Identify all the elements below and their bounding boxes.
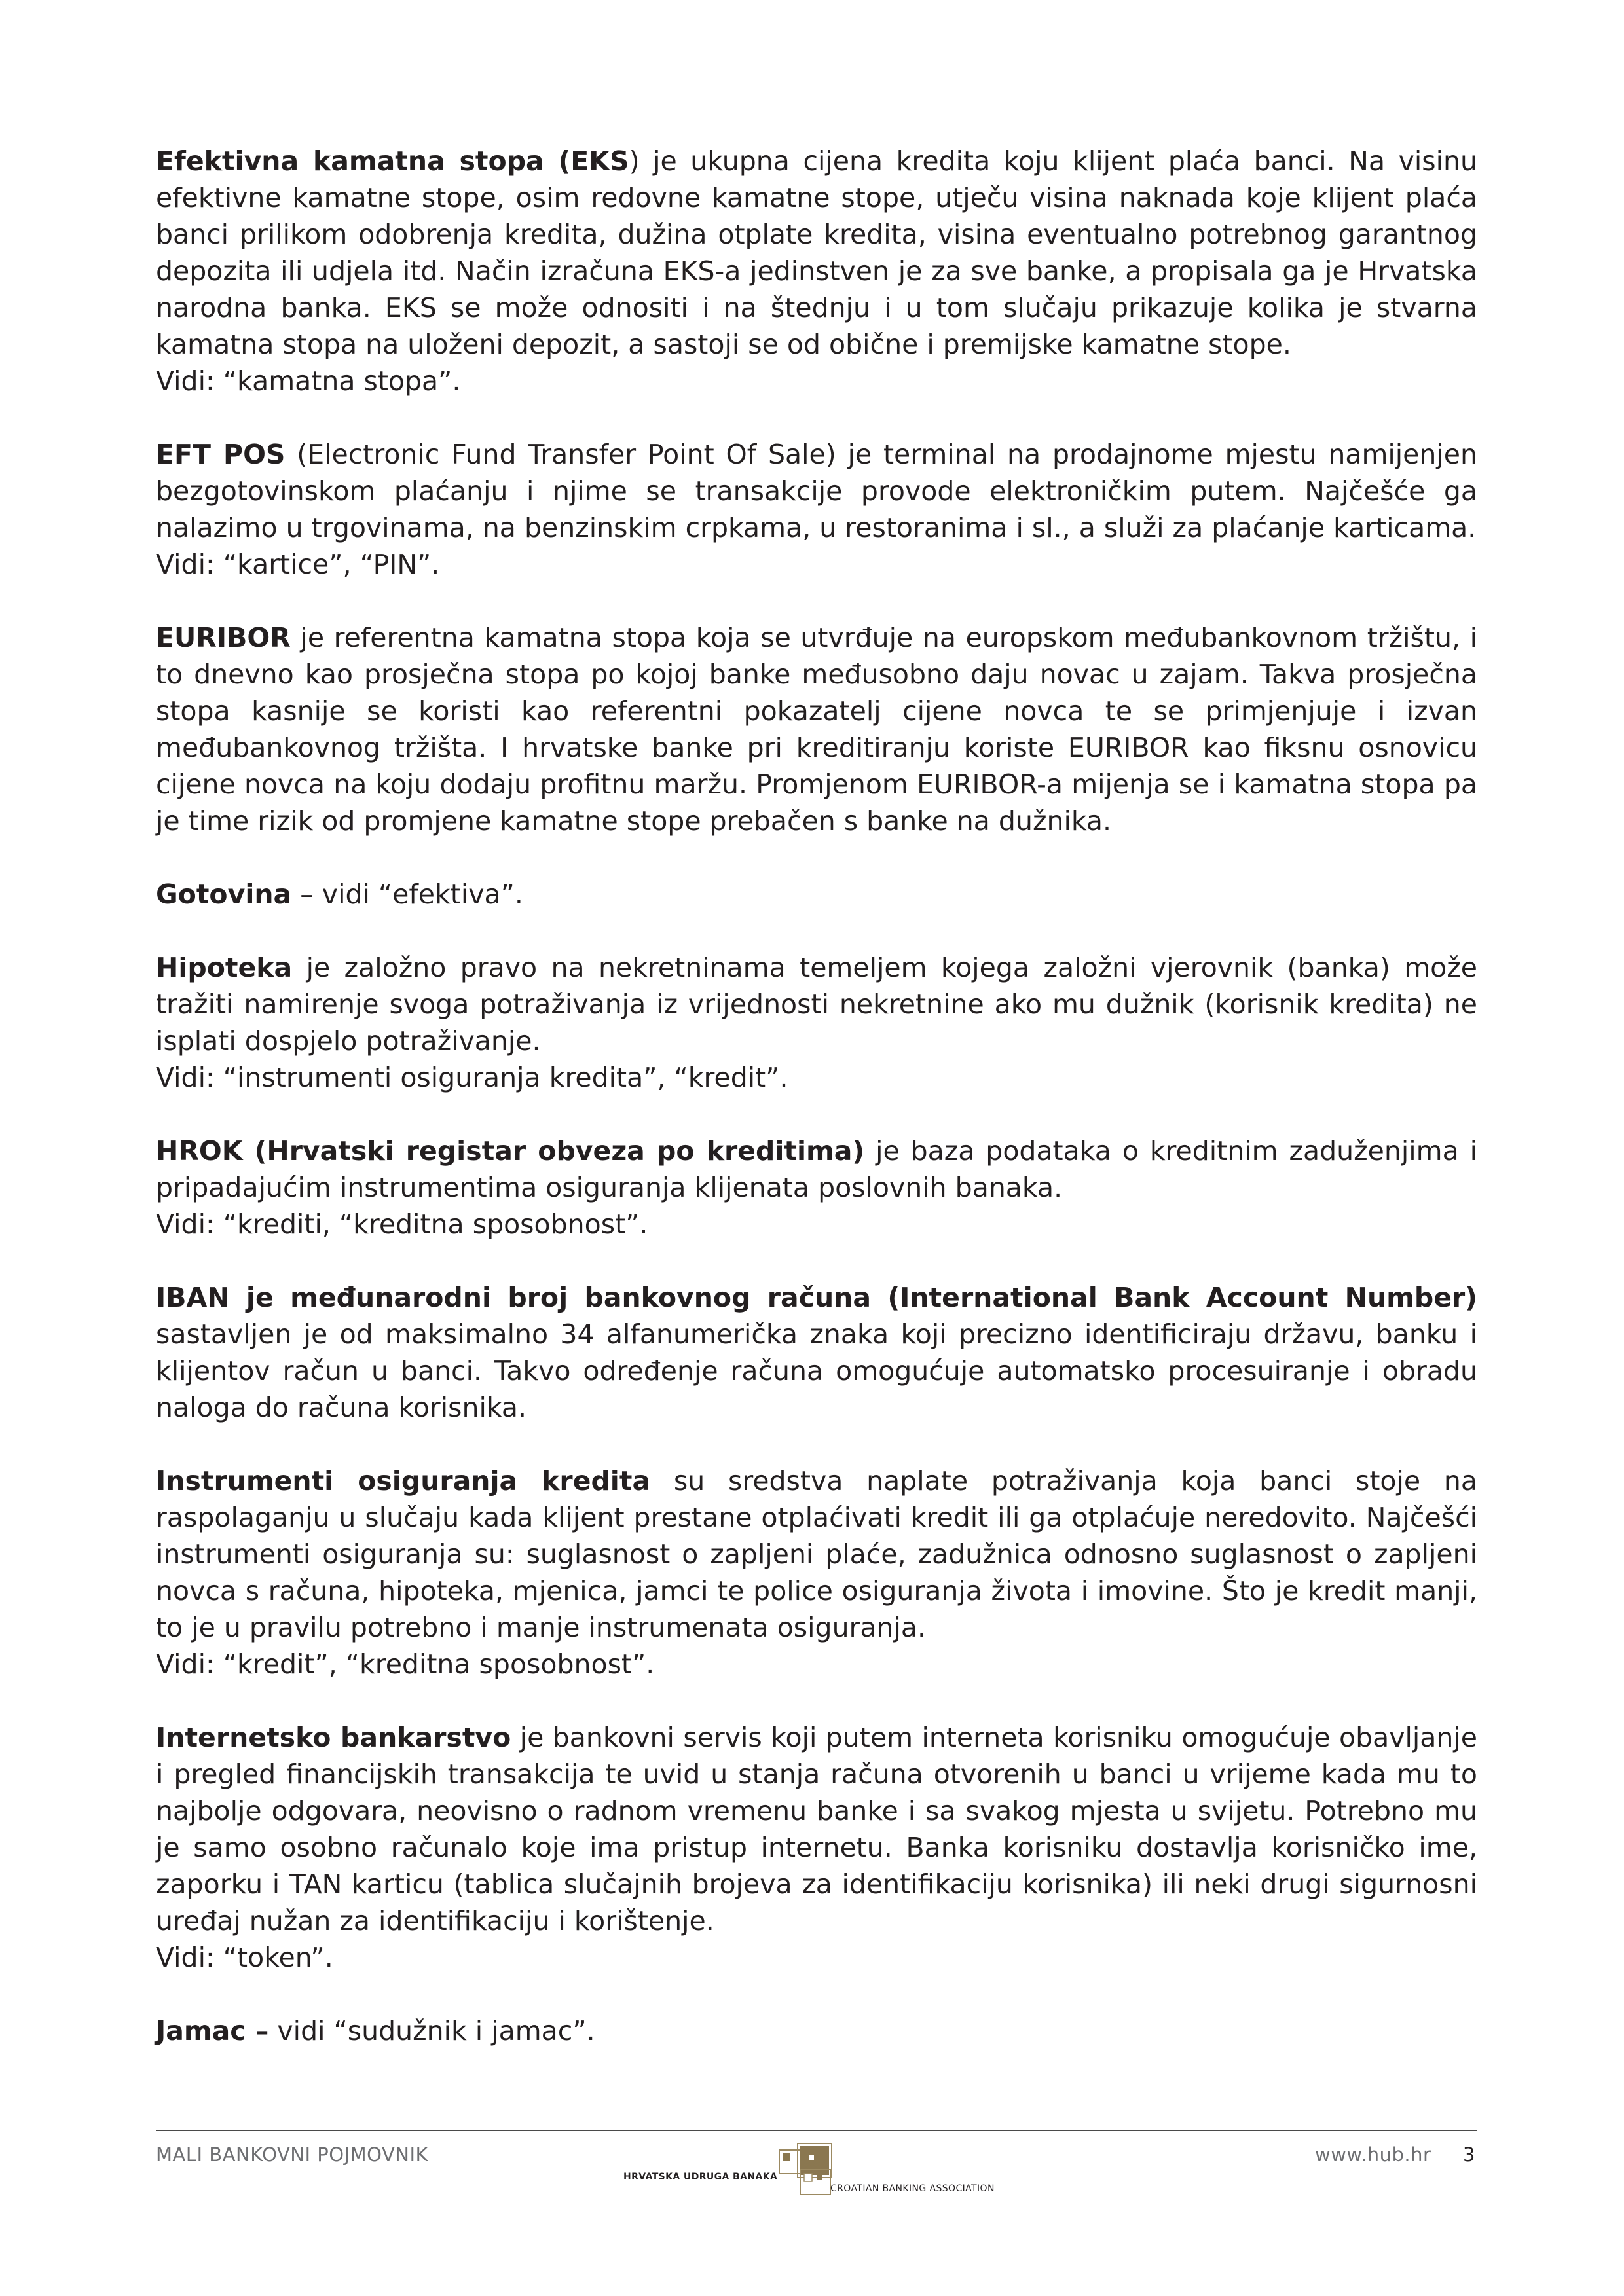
footer-publication-title: MALI BANKOVNI POJMOVNIK <box>156 2143 429 2166</box>
entry-euribor <box>156 619 1477 839</box>
entry-term: HROK (Hrvatski registar obveza po kreditima) <box>156 1135 865 1167</box>
entry-term: Instrumenti osiguranja kredita <box>156 1465 651 1497</box>
footer-divider <box>156 2130 1477 2131</box>
entry-definition: je bankovni servis koji putem interneta korisniku omogućuje obavljanje i pregled financijskih transakcija te uvid u stanja računa otvorenih u banci u vrijeme kada mu to najbolje odgovara, neovisno o radnom vremenu banke i sa svakog mjesta u svijetu. Potrebno mu je samo osobno računalo koje ima pristup internetu. Banka korisniku dostavlja korisničko ime, zaporku i TAN karticu (tablica slučajnih brojeva za identifikaciju korisnika) ili neki drugi sigurnosni uređaj nužan za identifikaciju i korištenje. <box>156 1722 1478 1937</box>
entry-hipoteka <box>156 949 1477 1096</box>
entry-see-also: Vidi: “kartice”, “PIN”. <box>156 549 440 580</box>
entry-eks <box>156 143 1477 399</box>
entry-definition: je referentna kamatna stopa koja se utvrđuje na europskom međubankovnom tržištu, i to dnevno kao prosječna stopa po kojoj banke međusobno daju novac u zajam. Takva prosječna stopa kasnije se koristi kao referentni pokazatelj cijene novca te se primjenjuje i izvan međubankovnog tržišta. I hrvatske banke pri kreditiranju koriste EURIBOR kao fiksnu osnovicu cijene novca na koju dodaju profitnu maržu. Promjenom EURIBOR-a mijenja se i kamatna stopa pa je time rizik od promjene kamatne stope prebačen s banke na dužnika. <box>156 622 1477 837</box>
logo-label-english: CROATIAN BANKING ASSOCIATION <box>830 2183 995 2194</box>
footer-website-link[interactable]: www.hub.hr <box>1315 2143 1431 2166</box>
entry-jamac <box>156 2013 1477 2049</box>
entry-internetsko-bankarstvo <box>156 1719 1477 1976</box>
entry-term: Hipoteka <box>156 952 293 983</box>
entry-see-also: Vidi: “kamatna stopa”. <box>156 365 461 397</box>
entry-eft-pos <box>156 436 1477 583</box>
entry-see-also: Vidi: “token”. <box>156 1942 333 1973</box>
entry-definition: – vidi “efektiva”. <box>291 879 523 910</box>
entry-definition: (Electronic Fund Transfer Point Of Sale) je terminal na prodajnome mjestu namijenjen bezgotovinskom plaćanju i njime se transakcije provode elektroničkim putem. Najčešće ga nalazimo u trgovinama, na benzinskim crpkama, u restoranima i sl., a služi za plaćanje karticama. <box>156 439 1477 543</box>
entry-definition: sastavljen je od maksimalno 34 alfanumerička znaka koji precizno identificiraju državu, banku i klijentov račun u banci. Takvo određenje računa omogućuje automatsko procesuiranje i obradu naloga do računa korisnika. <box>156 1319 1477 1423</box>
entry-body <box>156 1279 1477 1426</box>
entry-body <box>156 619 1477 839</box>
entry-term: Internetsko bankarstvo <box>156 1722 511 1753</box>
entry-see-also: Vidi: “kredit”, “kreditna sposobnost”. <box>156 1649 655 1680</box>
entry-definition: su sredstva naplate potraživanja koja banci stoje na raspolaganju u slučaju kada klijent prestane otplaćivati kredit ili ga otplaćuje neredovito. Najčešći instrumenti osiguranja su: suglasnost o zapljeni plaće, zadužnica odnosno suglasnost o zapljeni novca s računa, hipoteka, mjenica, jamci te police osiguranja života i imovine. Što je kredit manji, to je u pravilu potrebno i manje instrumenata osiguranja. <box>156 1465 1477 1643</box>
entry-gotovina <box>156 876 1477 913</box>
entry-term: EFT POS <box>156 439 286 470</box>
page-number: 3 <box>1463 2143 1475 2166</box>
association-logo <box>623 2142 1003 2201</box>
entry-definition: ) je ukupna cijena kredita koju klijent plaća banci. Na visinu efektivne kamatne stope, osim redovne kamatne stope, utječu visina naknada koje klijent plaća banci prilikom odobrenja kredita, dužina otplate kredita, visina eventualno potrebnog garantnog depozita ili udjela itd. Način izračuna EKS-a jedinstven je za sve banke, a propisala ga je Hrvatska narodna banka. EKS se može odnositi i na štednju i u tom slučaju prikazuje kolika je stvarna kamatna stopa na uloženi depozit, a sastoji se od obične i premijske kamatne stope. <box>156 145 1478 360</box>
entry-term: EURIBOR <box>156 622 291 653</box>
entry-see-also: Vidi: “instrumenti osiguranja kredita”, “kredit”. <box>156 1062 788 1093</box>
entry-term: Gotovina <box>156 879 292 910</box>
entry-term: IBAN je međunarodni broj bankovnog računa (International Bank Account Number) <box>156 1282 1477 1313</box>
entry-definition: je baza podataka o kreditnim zaduženjima i pripadajućim instrumentima osiguranja klijenata poslovnih banaka. <box>156 1135 1477 1203</box>
entry-body <box>156 1133 1477 1206</box>
entry-body <box>156 1719 1477 1939</box>
entry-term: Jamac – <box>156 2015 269 2047</box>
entry-body <box>156 143 1477 363</box>
entry-definition: je založno pravo na nekretninama temeljem kojega založni vjerovnik (banka) može tražiti namirenje svoga potraživanja iz vrijednosti nekretnine ako mu dužnik (korisnik kredita) ne isplati dospjelo potraživanje. <box>156 952 1477 1057</box>
entry-instrumenti-osiguranja <box>156 1463 1477 1683</box>
glossary-content <box>156 143 1477 2086</box>
entry-body <box>156 2013 1477 2049</box>
logo-label-croatian: HRVATSKA UDRUGA BANAKA <box>623 2172 778 2182</box>
entry-hrok <box>156 1133 1477 1243</box>
entry-body <box>156 876 1477 913</box>
entry-body <box>156 949 1477 1059</box>
entry-definition: vidi “sudužnik i jamac”. <box>268 2015 595 2047</box>
entry-see-also: Vidi: “krediti, “kreditna sposobnost”. <box>156 1209 648 1240</box>
entry-iban <box>156 1279 1477 1426</box>
entry-body <box>156 436 1477 546</box>
entry-term: Efektivna kamatna stopa (EKS <box>156 145 629 177</box>
entry-body <box>156 1463 1477 1646</box>
